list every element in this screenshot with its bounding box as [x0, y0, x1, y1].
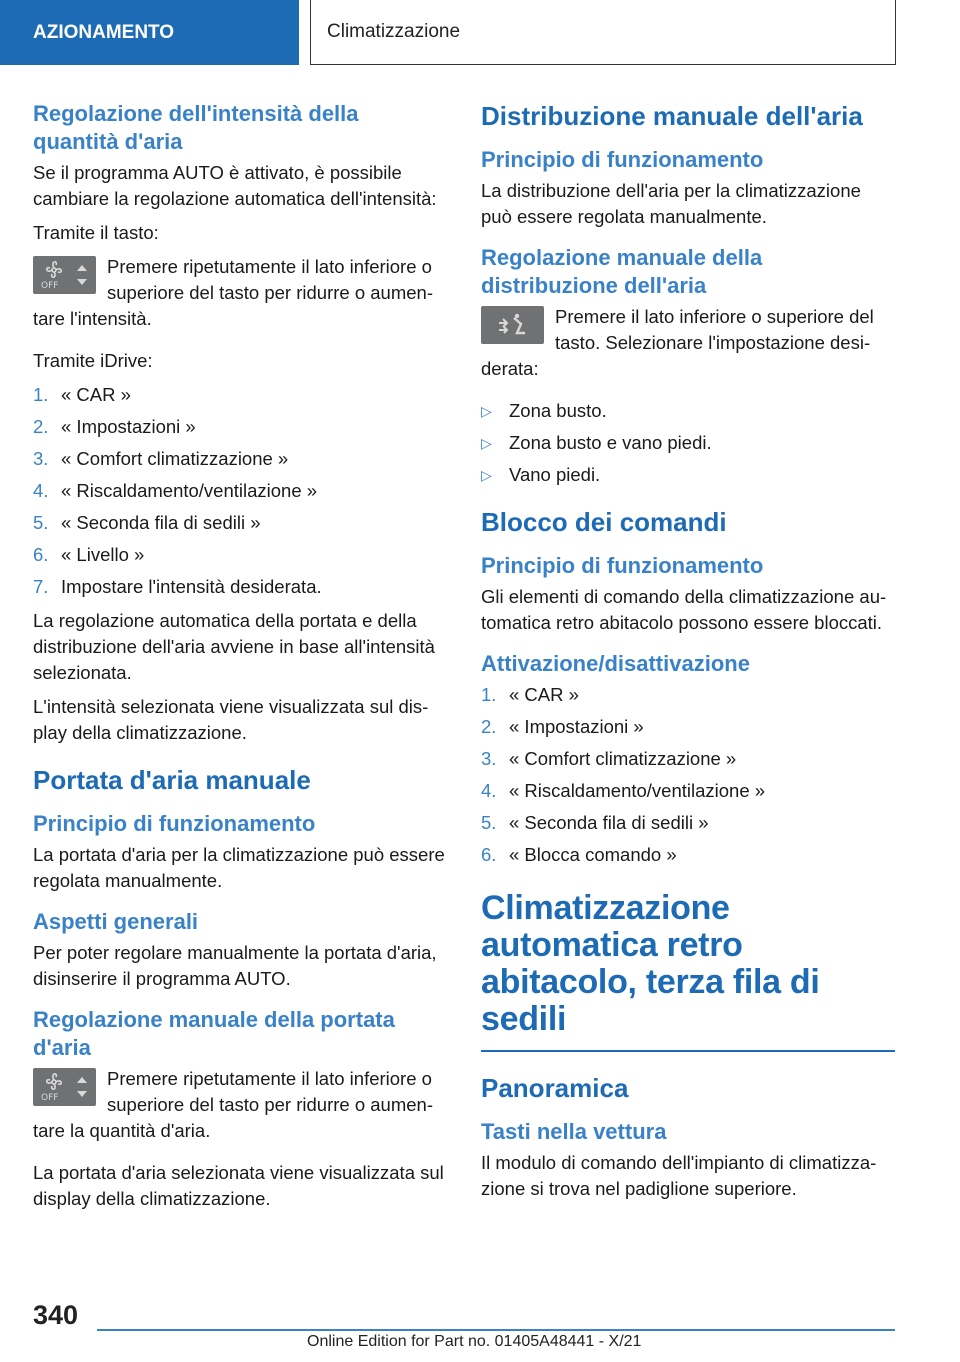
- list-item: 4. « Riscaldamento/ventilazione »: [33, 480, 318, 501]
- air-distribution-key-icon: [481, 306, 544, 344]
- para-principle-1: La portata d'aria per la climatizzazione può essere regolata manualmente.: [33, 844, 445, 891]
- footer-edition: Online Edition for Part no. 01405A48441 - X/21: [307, 1333, 642, 1350]
- heading-overview: Panoramica: [481, 1073, 629, 1103]
- list-item: ▷ Zona busto e vano piedi.: [481, 432, 712, 453]
- heading-lock: Blocco dei comandi: [481, 507, 727, 537]
- list-item: 6. « Blocca comando »: [481, 844, 677, 865]
- list-item: 1. « CAR »: [33, 384, 131, 405]
- idrive-steps: [33, 382, 445, 600]
- para-principle-3: Gli elementi di comando della climatizzazione automatica retro abitacolo possono essere bloccati.: [481, 586, 887, 633]
- chapter-title: Climatizzazione: [310, 0, 896, 65]
- para-buttons: Il modulo di comando dell'impianto di climatizzazione si trova nel padiglione superiore.: [481, 1152, 877, 1199]
- lock-steps: [481, 682, 895, 868]
- heading-manual-distribution: Regolazione manuale della distribuzione dell'aria: [481, 245, 763, 298]
- heading-rule: [481, 1050, 895, 1052]
- list-item: 5. « Seconda fila di sedili »: [33, 512, 261, 533]
- fan-off-key-icon: [33, 256, 96, 294]
- list-item: 2. « Impostazioni »: [33, 416, 196, 437]
- list-item: 7. Impostare l'intensità desiderata.: [33, 576, 322, 597]
- list-item: 5. « Seconda fila di sedili »: [481, 812, 709, 833]
- press-distribution-text: Premere il lato inferiore o superiore del tasto. Selezionare l'impostazione desiderata:: [481, 306, 874, 379]
- para-intensity: Se il programma AUTO è attivato, è possibile cambiare la regolazione automatica dell'intensità:: [33, 162, 437, 209]
- list-item: 3. « Comfort climatizzazione »: [33, 448, 289, 469]
- press-intensity-text: Premere ripetutamente il lato inferiore o superiore del tasto per ridurre o aumentare l'intensità.: [33, 256, 433, 329]
- left-column: [33, 100, 445, 1220]
- list-item: 2. « Impostazioni »: [481, 716, 644, 737]
- heading-third-row: Climatizzazione automatica retro abitacolo, terza fila di sedili: [481, 889, 820, 1038]
- heading-manual-regulation: Regolazione manuale della portata d'aria: [33, 1007, 395, 1060]
- zone-list: [481, 398, 895, 488]
- para-via-idrive: Tramite iDrive:: [33, 350, 153, 371]
- heading-principle-3: Principio di funzionamento: [481, 553, 764, 578]
- para-principle-2: La distribuzione dell'aria per la climatizzazione può essere regolata manualmente.: [481, 180, 861, 227]
- heading-principle-1: Principio di funzionamento: [33, 811, 316, 836]
- para-press-flow: [33, 1066, 445, 1144]
- heading-general: Aspetti generali: [33, 909, 199, 934]
- press-flow-text: Premere ripetutamente il lato inferiore o superiore del tasto per ridurre o aumentare la quantità d'aria.: [33, 1068, 433, 1141]
- heading-manual-flow: Portata d'aria manuale: [33, 765, 311, 795]
- svg-text:OFF: OFF: [41, 281, 59, 291]
- para-auto-regulation: La regolazione automatica della portata e della distribuzione dell'aria avviene in base all'intensità selezionata.: [33, 610, 435, 683]
- fan-off-key-icon: [33, 1068, 96, 1106]
- right-column: [481, 100, 895, 1210]
- heading-activation: Attivazione/disattivazione: [481, 651, 750, 676]
- list-item: 3. « Comfort climatizzazione »: [481, 748, 737, 769]
- svg-text:OFF: OFF: [41, 1093, 59, 1103]
- section-tab: AZIONAMENTO: [0, 0, 299, 65]
- page-number: 340: [33, 1300, 79, 1330]
- para-display: L'intensità selezionata viene visualizzata sul display della climatizzazione.: [33, 696, 429, 743]
- para-general: Per poter regolare manualmente la portata d'aria, disinserire il programma AUTO.: [33, 942, 437, 989]
- para-via-button: Tramite il tasto:: [33, 222, 159, 243]
- heading-buttons: Tasti nella vettura: [481, 1119, 667, 1144]
- list-item: ▷ Zona busto.: [481, 400, 607, 421]
- footer-rule: [97, 1329, 895, 1331]
- list-item: 6. « Livello »: [33, 544, 145, 565]
- para-flow-display: La portata d'aria selezionata viene visualizzata sul display della climatizzazione.: [33, 1162, 444, 1209]
- heading-intensity: Regolazione dell'intensità della quantità d'aria: [33, 101, 359, 154]
- heading-principle-2: Principio di funzionamento: [481, 147, 764, 172]
- list-item: 1. « CAR »: [481, 684, 579, 705]
- list-item: 4. « Riscaldamento/ventilazione »: [481, 780, 766, 801]
- heading-distribution: Distribuzione manuale dell'aria: [481, 101, 863, 131]
- para-press-intensity: [33, 254, 445, 332]
- para-press-distribution: [481, 304, 895, 382]
- list-item: ▷ Vano piedi.: [481, 464, 601, 485]
